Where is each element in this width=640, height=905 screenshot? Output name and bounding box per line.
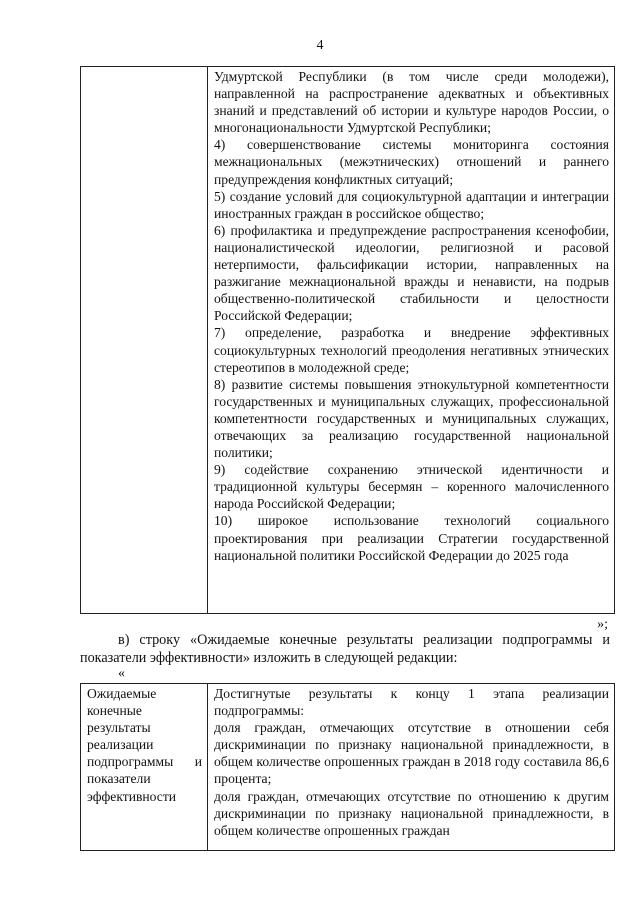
task-item-4: 4) совершенствование системы мониторинга состояния межнациональных (межэтнических) отношений и раннего предупреждения конфликтных ситуаций; (214, 137, 609, 187)
page-number: 4 (316, 38, 324, 53)
results-item-1: Достигнутые результаты к концу 1 этапа реализации подпрограммы: (214, 686, 609, 719)
task-item-7: 7) определение, разработка и внедрение эффективных социокультурных технологий преодоления негативных этнических стереотипов в молодежной среде; (214, 325, 609, 375)
task-item-10: 10) широкое использование технологий социального проектирования при реализации Стратегии государственной национальной политики Российской Федерации до 2025 года (214, 513, 609, 563)
results-item-3: доля граждан, отмечающих отсутствие по отношению к другим дискриминации по признаку национальной принадлежности, в общем количестве опрошенных граждан (214, 788, 609, 838)
table-row (81, 67, 615, 614)
amendment-paragraph: в) строку «Ожидаемые конечные результаты реализации подпрограммы и показатели эффективности» изложить в следующей редакции: (80, 632, 610, 666)
table-cell-empty (81, 67, 208, 614)
tasks-cell (208, 67, 615, 614)
results-content-cell (208, 684, 615, 851)
task-item-5: 5) создание условий для социокультурной адаптации и интеграции иностранных граждан в российское общество; (214, 188, 609, 221)
goals-table (80, 66, 615, 614)
results-table (80, 683, 615, 851)
closing-quote: »; (597, 617, 608, 632)
task-item-9: 9) содействие сохранению этнической идентичности и традиционной культуры бесермян – коренного малочисленного народа Российской Федерации; (214, 462, 609, 512)
results-label-cell: Ожидаемые конечные результаты реализации подпрограммы и показатели эффективности (81, 684, 208, 851)
task-item-8: 8) развитие системы повышения этнокультурной компетентности государственных и муниципальных служащих, профессиональной компетентности государственных и муниципальных служащих, отвечающих за реализацию государственной национальной политики; (214, 376, 609, 461)
task-item-6: 6) профилактика и предупреждение распространения ксенофобии, националистической идеологии, религиозной и расовой нетерпимости, фальсификации истории, направленных на разжигание межнациональной вражды и ненависти, на подрыв общественно-политической стабильности и целостности Российской Федерации; (214, 222, 609, 324)
table-row (81, 684, 615, 851)
opening-quote: « (118, 666, 125, 681)
task-item-3-continued: Удмуртской Республики (в том числе среди молодежи), направленной на распространение адекватных и объективных знаний и представлений об истории и культуре народов России, о многонациональности Удмуртской Республики; (214, 69, 609, 136)
results-item-2: доля граждан, отмечающих отсутствие в отношении себя дискриминации по признаку национальной принадлежности, в общем количестве опрошенных граждан в 2018 году составила 86,6 процента; (214, 720, 609, 787)
